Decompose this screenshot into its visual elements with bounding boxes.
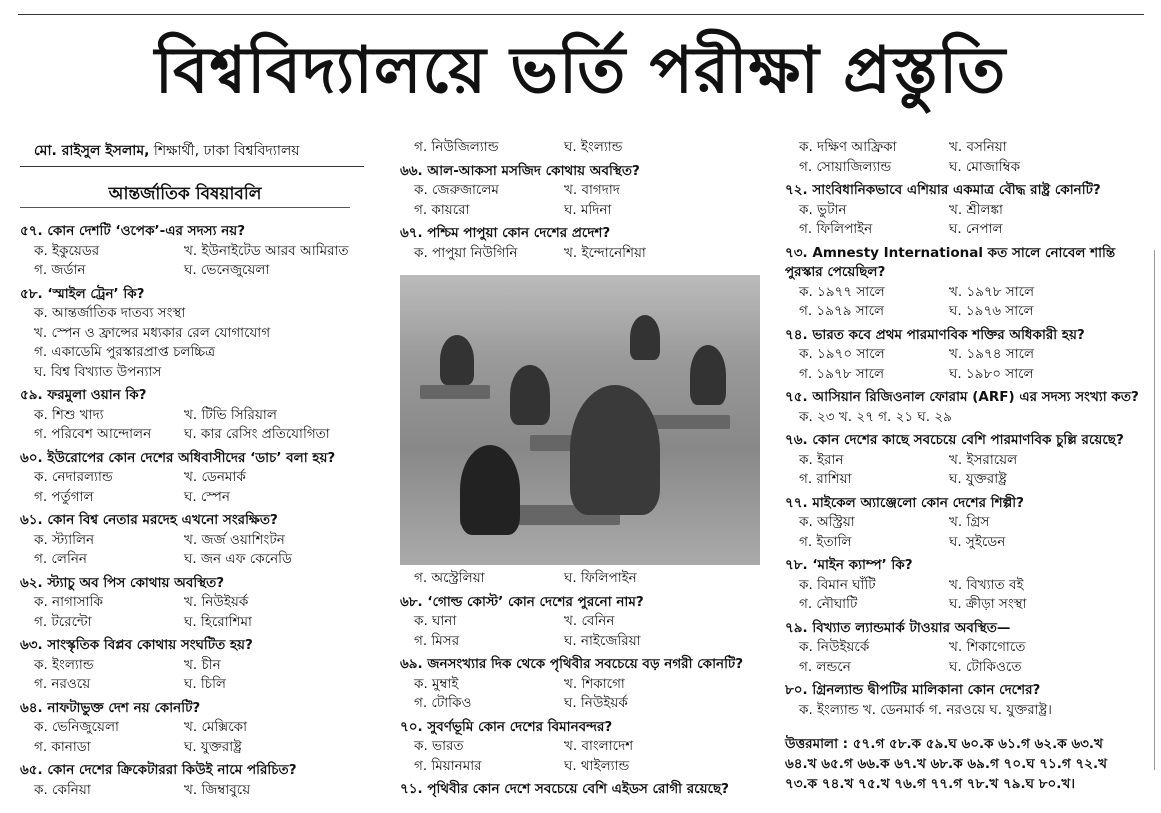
- question-text: ৮০. গ্রিনল্যান্ড দ্বীপটির মালিকানা কোন দেশের?: [785, 682, 1041, 698]
- option-row: [400, 201, 765, 221]
- question-block: [785, 619, 1150, 678]
- answer-line: ৭৩.ক ৭৪.খ ৭৫.খ ৭৬.গ ৭৭.গ ৭৮.খ ৭৯.ঘ ৮০.খ।: [785, 776, 1076, 792]
- question-text: ৬৬. আল-আকসা মসজিদ কোথায় অবস্থিত?: [400, 162, 640, 179]
- question-block: [785, 681, 1150, 720]
- author-name: মো. রাইসুল ইসলাম,: [34, 143, 150, 159]
- top-rule: [18, 14, 1144, 15]
- option-row: [785, 638, 1150, 658]
- question-text: ৭৮. ‘মাইন ক্যাম্প’ কি?: [785, 557, 913, 573]
- question-text: ৭৪. ভারত কবে প্রথম পারমাণবিক শক্তির অধিকারী হয়?: [785, 326, 1085, 343]
- option: ক. ঘানা: [414, 613, 457, 629]
- option-row: [785, 138, 1150, 158]
- option-row: [785, 201, 1150, 221]
- option: খ. স্পেন ও ফ্রান্সের মধ্যকার রেল যোগাযোগ: [34, 324, 271, 341]
- exam-hall-photo: [400, 275, 760, 565]
- option-row: [400, 632, 765, 652]
- question-block: [785, 244, 1150, 322]
- question-block: [20, 449, 380, 508]
- question-text: ৬০. ইউরোপের কোন দেশের অধিবাসীদের ‘ডাচ’ বলা হয়?: [20, 449, 336, 466]
- option: ঘ. ১৯৭৬ সালে: [949, 303, 1034, 319]
- option-row: [785, 345, 1150, 365]
- option: গ. টরেন্টো: [34, 613, 92, 630]
- option: ঘ. কার রেসিং প্রতিযোগিতা: [184, 426, 330, 442]
- question-block: [20, 574, 380, 633]
- question-block: [785, 326, 1150, 385]
- option: খ. ইসরায়েল: [949, 451, 1018, 468]
- option: খ. ডেনমার্ক: [184, 469, 246, 485]
- author-role: শিক্ষার্থী, ঢাকা বিশ্ববিদ্যালয়: [149, 143, 300, 159]
- option-inline: ক. ইংল্যান্ড খ. ডেনমার্ক গ. নরওয়ে ঘ. যুক্তরাষ্ট্র।: [799, 701, 1052, 718]
- option: গ. সোয়াজিল্যান্ড: [799, 158, 892, 175]
- option-row: [400, 737, 765, 757]
- option-row: [400, 569, 765, 589]
- question-block: [20, 222, 380, 281]
- option: গ. কায়রো: [414, 201, 470, 218]
- section-heading: আন্তর্জাতিক বিষয়াবলি: [20, 185, 350, 209]
- option: খ. জিম্বাবুয়ে: [184, 781, 251, 798]
- question-text: ৬৩. সাংস্কৃতিক বিপ্লব কোথায় সংঘটিত হয়?: [20, 637, 253, 653]
- questions-col3: [785, 138, 1150, 720]
- option-row: [20, 261, 380, 281]
- option: ক. নিউইয়র্কে: [799, 639, 870, 655]
- option: ক. ইংল্যান্ড: [34, 656, 94, 673]
- option: গ. নৌঘাটি: [799, 596, 858, 612]
- option-row: [20, 468, 380, 488]
- option-row: [20, 718, 380, 738]
- question-block: [20, 386, 380, 445]
- question-block: [400, 593, 765, 652]
- option: খ. বাগদাদ: [564, 182, 620, 198]
- option-row: [785, 595, 1150, 615]
- option-row: [785, 513, 1150, 533]
- option-row: [400, 675, 765, 695]
- question-block: [400, 655, 765, 714]
- option: খ. বেনিন: [564, 613, 615, 629]
- option: ঘ. ক্রীড়া সংস্থা: [949, 596, 1027, 612]
- option: খ. শ্রীলঙ্কা: [949, 201, 1003, 218]
- option: গ. পরিবেশ আন্দোলন: [34, 426, 152, 442]
- option-row: [400, 138, 765, 158]
- option: খ. চীন: [184, 656, 221, 673]
- option-row: [785, 451, 1150, 471]
- option: খ. শিকাগো: [564, 675, 625, 692]
- option: গ. লেনিন: [34, 551, 87, 567]
- option: খ. নিউইয়র্ক: [184, 594, 249, 610]
- option-row: [20, 488, 380, 508]
- option: খ. বসনিয়া: [949, 139, 1007, 155]
- option: ক. ইকুয়েডর: [34, 242, 100, 259]
- question-text: ৭৭. মাইকেল অ্যাঞ্জেলো কোন দেশের শিল্পী?: [785, 494, 1024, 511]
- option: খ. শিকাগোতে: [949, 639, 1026, 655]
- option: গ. মিয়ানমার: [414, 757, 482, 774]
- option-row: [20, 531, 380, 551]
- option: ঘ. চিলি: [184, 676, 226, 692]
- question-block: [400, 780, 765, 800]
- answer-line: ৬৪.খ ৬৫.গ ৬৬.ক ৬৭.খ ৬৮.ক ৬৯.গ ৭০.ঘ ৭১.গ ৭২.খ: [785, 756, 1108, 772]
- option: খ. ইন্দোনেশিয়া: [564, 244, 646, 261]
- option-row: [20, 593, 380, 613]
- option-row: [20, 613, 380, 633]
- question-block: [400, 162, 765, 221]
- question-block: [400, 224, 765, 263]
- question-block: [785, 494, 1150, 553]
- option-row: [20, 656, 380, 676]
- questions-col2-top: [400, 138, 765, 263]
- option-row: [785, 658, 1150, 678]
- option: গ. একাডেমি পুরস্কারপ্রাপ্ত চলচ্চিত্র: [34, 344, 216, 360]
- option-row: [20, 242, 380, 262]
- question-block: [785, 388, 1150, 427]
- option: ঘ. থাইল্যান্ড: [564, 757, 630, 774]
- option: গ. অস্ট্রেলিয়া: [414, 570, 485, 586]
- answer-key: [785, 734, 1150, 794]
- option: ঘ. হিরোশিমা: [184, 613, 252, 630]
- option: খ. টিভি সিরিয়াল: [184, 406, 277, 423]
- option: গ. ফিলিপাইন: [799, 221, 873, 237]
- option: ক. নেদারল্যান্ড: [34, 469, 113, 485]
- option: গ. ১৯৭৯ সালে: [799, 303, 885, 319]
- question-text: ৬৮. ‘গোল্ড কোস্ট’ কোন দেশের পুরনো নাম?: [400, 593, 644, 610]
- right-rule: [1154, 250, 1155, 770]
- question-text: ৭৩. Amnesty International কত সালে নোবেল শান্তি পুরস্কার পেয়েছিল?: [785, 244, 1116, 280]
- column-2: [400, 138, 765, 804]
- question-block: [20, 761, 380, 800]
- option-row: [400, 757, 765, 777]
- questions-col1: [20, 222, 380, 800]
- question-text: ৫৮. ‘স্মাইল ট্রেন’ কি?: [20, 285, 145, 302]
- option: ঘ. নাইজেরিয়া: [564, 632, 641, 649]
- column-1: [20, 138, 380, 804]
- option-row: [785, 158, 1150, 178]
- option-row: [400, 694, 765, 714]
- option: ক. ভারত: [414, 738, 464, 754]
- option-row: [20, 675, 380, 695]
- option: ঘ. স্পেন: [184, 488, 230, 505]
- option: ঘ. বিশ্ব বিখ্যাত উপন্যাস: [34, 363, 162, 380]
- option-row: [20, 406, 380, 426]
- option-row: [785, 302, 1150, 322]
- question-block: [785, 138, 1150, 177]
- option: ঘ. নিউইয়র্ক: [564, 695, 628, 711]
- option: ঘ. টোকিওতে: [949, 658, 1022, 675]
- option: ঘ. ১৯৮০ সালে: [949, 365, 1034, 382]
- option: গ. ১৯৭৮ সালে: [799, 365, 885, 382]
- question-text: ৬৫. কোন দেশের ক্রিকেটাররা কিউই নামে পরিচিত?: [20, 762, 297, 778]
- question-text: ৬৯. জনসংখ্যার দিক থেকে পৃথিবীর সবচেয়ে বড় নগরী কোনটি?: [400, 656, 744, 672]
- question-block: [20, 636, 380, 695]
- option: ক. দক্ষিণ আফ্রিকা: [799, 139, 897, 155]
- option: খ. গ্রিস: [949, 514, 990, 530]
- option: ঘ. নেপাল: [949, 221, 1003, 237]
- author-byline: [20, 142, 364, 167]
- option: খ. ১৯৭৮ সালে: [949, 283, 1035, 300]
- option: ক. ইরান: [799, 451, 844, 468]
- questions-col2-bottom: [400, 569, 765, 800]
- option: ক. বিমান ঘাঁটি: [799, 576, 876, 593]
- option: গ. ইতালি: [799, 533, 852, 550]
- option: ঘ. মোজাম্বিক: [949, 158, 1021, 175]
- option-row: [400, 612, 765, 632]
- option: ক. ১৯৭০ সালে: [799, 346, 885, 362]
- option-row: [400, 244, 765, 264]
- question-block: [400, 569, 765, 589]
- question-block: [400, 718, 765, 777]
- option-row: [785, 470, 1150, 490]
- option: ক. ভেনিজুয়েলা: [34, 719, 119, 735]
- option-row: [20, 425, 380, 445]
- option: গ. নিউজিল্যান্ড: [414, 139, 499, 155]
- option-row: [20, 738, 380, 758]
- option: গ. রাশিয়া: [799, 471, 852, 487]
- option-row: [785, 533, 1150, 553]
- option: ঘ. জন এফ কেনেডি: [184, 551, 292, 567]
- question-block: [400, 138, 765, 158]
- option-inline: ক. ২৩ খ. ২৭ গ. ২১ ঘ. ২৯: [799, 408, 952, 425]
- question-block: [785, 556, 1150, 615]
- question-text: ৭৫. আসিয়ান রিজিওনাল ফোরাম (ARF) এর সদস্য সংখ্যা কত?: [785, 389, 1139, 405]
- question-block: [20, 511, 380, 570]
- option-row: [785, 220, 1150, 240]
- question-block: [20, 285, 380, 383]
- option: ক. স্ট্যালিন: [34, 531, 95, 548]
- question-text: ৬৭. পশ্চিম পাপুয়া কোন দেশের প্রদেশ?: [400, 225, 611, 241]
- question-text: ৭৯. বিখ্যাত ল্যান্ডমার্ক টাওয়ার অবস্থিত—: [785, 619, 1011, 636]
- option: ক. শিশু খাদ্য: [34, 406, 104, 423]
- option: ঘ. ভেনেজুয়েলা: [184, 262, 270, 278]
- question-text: ৫৭. কোন দেশটি ‘ওপেক’-এর সদস্য নয়?: [20, 223, 246, 239]
- option: খ. ইউনাইটেড আরব আমিরাত: [184, 242, 349, 259]
- option: গ. কানাডা: [34, 738, 91, 755]
- question-text: ৭৬. কোন দেশের কাছে সবচেয়ে বেশি পারমাণবিক চুল্লি রয়েছে?: [785, 432, 1124, 448]
- option-row: [785, 576, 1150, 596]
- option: খ. বাংলাদেশ: [564, 738, 634, 754]
- question-text: ৬১. কোন বিশ্ব নেতার মরদেহ এখনো সংরক্ষিত?: [20, 512, 278, 528]
- question-text: ৭২. সাংবিধানিকভাবে এশিয়ার একমাত্র বৌদ্ধ রাষ্ট্র কোনটি?: [785, 182, 1101, 198]
- option: ঘ. মদিনা: [564, 201, 612, 218]
- option: ক. মুম্বাই: [414, 675, 459, 692]
- option: ক. পাপুয়া নিউগিনি: [414, 244, 518, 261]
- question-text: ৫৯. ফরমুলা ওয়ান কি?: [20, 387, 147, 403]
- option: ঘ. ইংল্যান্ড: [564, 139, 623, 155]
- option-row: [785, 283, 1150, 303]
- question-text: ৬৪. নাফটাভুক্ত দেশ নয় কোনটি?: [20, 699, 201, 716]
- option-row: [20, 781, 380, 801]
- option: গ. পর্তুগাল: [34, 488, 94, 505]
- option: ক. নাগাসাকি: [34, 594, 103, 610]
- option: খ. জর্জ ওয়াশিংটন: [184, 531, 285, 548]
- option: ঘ. যুক্তরাষ্ট্র: [949, 471, 1007, 487]
- option: ঘ. যুক্তরাষ্ট্র: [184, 738, 242, 755]
- option: গ. টোকিও: [414, 695, 472, 711]
- option: খ. মেক্সিকো: [184, 719, 247, 735]
- question-block: [20, 699, 380, 758]
- option: ক. অস্ট্রিয়া: [799, 514, 855, 530]
- option: গ. লন্ডনে: [799, 658, 851, 675]
- question-text: ৭০. সুবর্ণভূমি কোন দেশের বিমানবন্দর?: [400, 718, 613, 735]
- option: ঘ. সুইডেন: [949, 533, 1006, 550]
- option: গ. মিসর: [414, 632, 460, 649]
- option: ক. ১৯৭৭ সালে: [799, 283, 885, 300]
- option: ঘ. ফিলিপাইন: [564, 570, 637, 586]
- option-row: [400, 181, 765, 201]
- question-text: ৭১. পৃথিবীর কোন দেশে সবচেয়ে বেশি এইডস রোগী রয়েছে?: [400, 781, 729, 797]
- option-row: [20, 550, 380, 570]
- question-block: [785, 431, 1150, 490]
- page-title: বিশ্ববিদ্যালয়ে ভর্তি পরীক্ষা প্রস্তুতি: [154, 34, 1007, 108]
- column-3: [785, 138, 1150, 794]
- question-text: ৬২. স্ট্যাচু অব পিস কোথায় অবস্থিত?: [20, 574, 225, 591]
- answer-line: উত্তরমালা : ৫৭.গ ৫৮.ক ৫৯.ঘ ৬০.ক ৬১.গ ৬২.ক ৬৩.খ: [785, 736, 1103, 752]
- option: ক. ভুটান: [799, 201, 847, 218]
- option: খ. ১৯৭৪ সালে: [949, 346, 1035, 362]
- option: ক. কেনিয়া: [34, 781, 91, 798]
- option: ক. জেরুজালেম: [414, 182, 499, 198]
- question-block: [785, 181, 1150, 240]
- option: গ. জর্ডান: [34, 262, 86, 278]
- option: গ. নরওয়ে: [34, 676, 91, 692]
- option: খ. বিখ্যাত বই: [949, 576, 1024, 593]
- option: ক. আন্তর্জাতিক দাতব্য সংস্থা: [34, 305, 186, 321]
- option-row: [785, 365, 1150, 385]
